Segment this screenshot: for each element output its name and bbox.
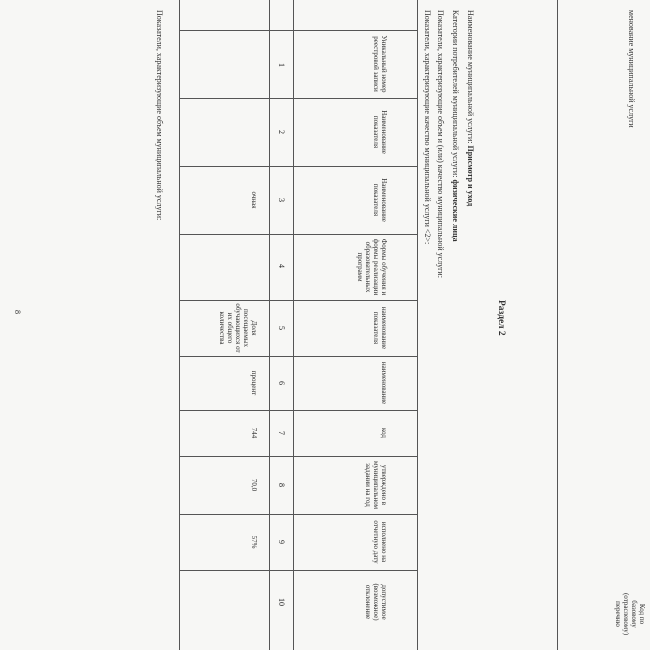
quality-heading: Показатели, характеризующие качество муниципальной услуги <2>: xyxy=(423,10,432,245)
col-line xyxy=(180,98,418,99)
col-number: 5 xyxy=(277,326,286,330)
code-cell: 744 xyxy=(250,427,258,439)
header-cell: допустимое (возможное) отклонение xyxy=(364,583,388,621)
col-line xyxy=(180,356,418,357)
code-box-label: Код по базовому (отраслевому) перечню xyxy=(614,592,646,636)
consumer-category-line: Категории потребителей муниципальной услуги: физические лица xyxy=(451,10,460,242)
col-number: 9 xyxy=(277,540,286,544)
col-line xyxy=(180,410,418,411)
header-cell: наименование xyxy=(380,361,388,405)
header-cell: утверждено в муниципальном задании на год xyxy=(364,460,388,510)
section-header-fragment: менование муниципальной услуги xyxy=(627,10,636,128)
col-number: 4 xyxy=(277,264,286,268)
header-cell: исполнено на отчетную дату xyxy=(372,520,388,564)
executed-cell: 57% xyxy=(250,535,258,549)
form-cell: очная xyxy=(250,191,258,209)
col-line xyxy=(180,514,418,515)
divider xyxy=(557,0,558,650)
service-name-line: Наименование муниципальной услуги: Присмотр и уход xyxy=(466,10,475,207)
col-number: 2 xyxy=(277,130,286,134)
col-line xyxy=(180,300,418,301)
indicator-cell: Доля посещаемых обучающихся от их общего количества xyxy=(218,303,258,353)
header-cell: Наименование показателя xyxy=(372,178,388,222)
header-cell: Формы обучения и формы реализации образовательных программ xyxy=(356,238,388,296)
approved-cell: 70,0 xyxy=(250,478,258,492)
col-line xyxy=(180,570,418,571)
col-line xyxy=(180,234,418,235)
header-cell: Наименование показателя xyxy=(372,110,388,154)
section-title: Раздел 2 xyxy=(496,300,506,336)
header-cell: наименование показателя xyxy=(372,306,388,350)
unit-cell: процент xyxy=(250,370,258,396)
col-number: 10 xyxy=(277,598,286,606)
col-line xyxy=(180,456,418,457)
indicators-heading: Показатели, характеризующие объем и (или) качество муниципальной услуги: xyxy=(436,10,445,278)
col-number: 6 xyxy=(277,381,286,385)
col-number: 1 xyxy=(277,63,286,67)
header-cell: код xyxy=(380,428,388,438)
col-number: 7 xyxy=(277,431,286,435)
page-number: 8 xyxy=(13,310,22,314)
col-line xyxy=(180,166,418,167)
col-number: 3 xyxy=(277,198,286,202)
header-cell: Уникальный номер реестровой записи xyxy=(372,35,388,93)
col-number: 8 xyxy=(277,483,286,487)
volume-heading: Показатели, характеризующие объем муниципальной услуги: xyxy=(155,10,164,221)
col-line xyxy=(180,30,418,31)
